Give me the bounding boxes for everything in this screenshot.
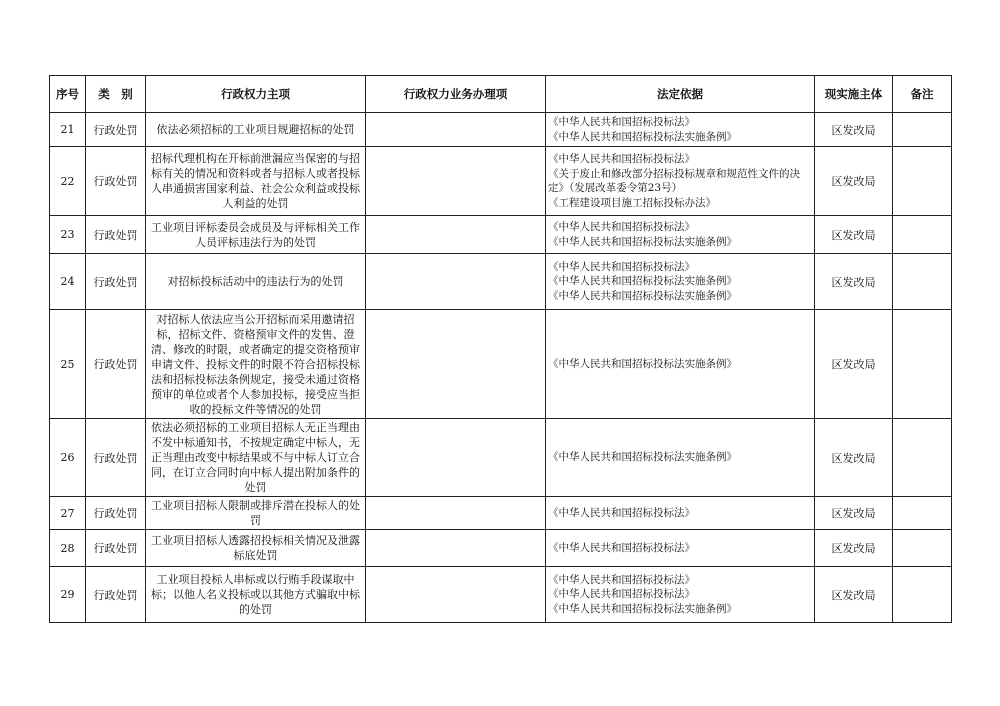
cell-subject: 区发改局	[815, 113, 893, 147]
cell-business	[366, 497, 546, 530]
basis-line: 《中华人民共和国招标投标法实施条例》	[548, 235, 737, 248]
cell-category: 行政处罚	[86, 310, 146, 419]
cell-business	[366, 113, 546, 147]
basis-line: 《中华人民共和国招标投标法》	[548, 221, 695, 233]
basis-line: 《中华人民共和国招标投标法》	[548, 506, 695, 519]
cell-subject: 区发改局	[815, 147, 893, 216]
cell-business	[366, 147, 546, 216]
basis-line: 《中华人民共和国招标投标法实施条例》	[548, 130, 737, 143]
table-row	[50, 113, 952, 147]
cell-category: 行政处罚	[86, 497, 146, 530]
cell-remark	[893, 419, 952, 497]
cell-business	[366, 419, 546, 497]
cell-no: 22	[50, 147, 86, 216]
cell-item: 工业项目评标委员会成员及与评标相关工作人员评标违法行为的处罚	[146, 216, 366, 254]
cell-item: 对招标投标活动中的违法行为的处罚	[146, 254, 366, 310]
basis-line: 《中华人民共和国招标投标法》	[548, 573, 695, 586]
cell-business	[366, 254, 546, 310]
header-category: 类 别	[86, 76, 146, 113]
cell-item: 对招标人依法应当公开招标而采用邀请招标，招标文件、资格预审文件的发售、澄清、修改的时限，或者确定的提交资格预审申请文件、投标文件的时限不符合招标投标法和招标投标法条例规定，接受未通过资格预审的单位或者个人参加投标，接受应当拒收的投标文件等情况的处罚	[146, 310, 366, 419]
cell-subject: 区发改局	[815, 254, 893, 310]
basis-line: 《中华人民共和国招标投标法》	[548, 588, 695, 601]
table-row	[50, 419, 952, 497]
table-row	[50, 567, 952, 623]
cell-basis	[546, 310, 815, 419]
power-list-table	[49, 75, 952, 623]
basis-line: 《中华人民共和国招标投标法》	[548, 153, 695, 165]
cell-remark	[893, 567, 952, 623]
table-row	[50, 147, 952, 216]
table-row	[50, 310, 952, 419]
cell-item: 工业项目投标人串标或以行贿手段谋取中标；以他人名义投标或以其他方式骗取中标的处罚	[146, 567, 366, 623]
header-subject: 现实施主体	[815, 76, 893, 113]
cell-no: 23	[50, 216, 86, 254]
basis-line: 《工程建设项目施工招标投标办法》	[548, 196, 716, 209]
header-basis: 法定依据	[546, 76, 815, 113]
cell-no: 27	[50, 497, 86, 530]
basis-line: 《中华人民共和国招标投标法实施条例》	[548, 275, 737, 288]
cell-category: 行政处罚	[86, 567, 146, 623]
basis-line: 《中华人民共和国招标投标法》	[548, 260, 695, 273]
header-no: 序号	[50, 76, 86, 113]
basis-line: 《中华人民共和国招标投标法》	[548, 116, 695, 128]
cell-category: 行政处罚	[86, 216, 146, 254]
header-remark: 备注	[893, 76, 952, 113]
cell-basis	[546, 419, 815, 497]
basis-line: 《中华人民共和国招标投标法实施条例》	[548, 451, 737, 464]
cell-item: 招标代理机构在开标前泄漏应当保密的与招标有关的情况和资料或者与招标人或者投标人串通损害国家利益、社会公众利益或投标人利益的处罚	[146, 147, 366, 216]
cell-basis	[546, 216, 815, 254]
cell-subject: 区发改局	[815, 530, 893, 567]
cell-no: 26	[50, 419, 86, 497]
cell-remark	[893, 310, 952, 419]
cell-category: 行政处罚	[86, 113, 146, 147]
table-row	[50, 216, 952, 254]
cell-no: 25	[50, 310, 86, 419]
basis-line: 《中华人民共和国招标投标法实施条例》	[548, 602, 737, 615]
cell-subject: 区发改局	[815, 216, 893, 254]
header-item: 行政权力主项	[146, 76, 366, 113]
cell-item: 依法必须招标的工业项目招标人无正当理由不发中标通知书，不按规定确定中标人，无正当理由改变中标结果或不与中标人订立合同，在订立合同时向中标人提出附加条件的处罚	[146, 419, 366, 497]
basis-line: 《关于废止和修改部分招标投标规章和规范性文件的决定》（发展改革委令第23号）	[548, 167, 800, 194]
cell-subject: 区发改局	[815, 419, 893, 497]
table-header-row	[50, 76, 952, 113]
cell-business	[366, 216, 546, 254]
cell-item: 工业项目招标人限制或排斥潜在投标人的处罚	[146, 497, 366, 530]
cell-category: 行政处罚	[86, 147, 146, 216]
cell-no: 28	[50, 530, 86, 567]
cell-basis	[546, 497, 815, 530]
basis-line: 《中华人民共和国招标投标法实施条例》	[548, 289, 737, 302]
cell-remark	[893, 530, 952, 567]
cell-item: 依法必须招标的工业项目规避招标的处罚	[146, 113, 366, 147]
cell-category: 行政处罚	[86, 419, 146, 497]
cell-remark	[893, 216, 952, 254]
cell-subject: 区发改局	[815, 310, 893, 419]
cell-basis	[546, 254, 815, 310]
cell-remark	[893, 254, 952, 310]
cell-basis	[546, 530, 815, 567]
cell-no: 21	[50, 113, 86, 147]
cell-basis	[546, 567, 815, 623]
cell-item: 工业项目招标人透露招投标相关情况及泄露标底处罚	[146, 530, 366, 567]
table-row	[50, 530, 952, 567]
cell-no: 24	[50, 254, 86, 310]
cell-business	[366, 310, 546, 419]
basis-line: 《中华人民共和国招标投标法》	[548, 541, 695, 554]
cell-remark	[893, 497, 952, 530]
cell-category: 行政处罚	[86, 254, 146, 310]
table-row	[50, 497, 952, 530]
cell-business	[366, 530, 546, 567]
cell-remark	[893, 113, 952, 147]
cell-basis	[546, 113, 815, 147]
cell-subject: 区发改局	[815, 497, 893, 530]
cell-remark	[893, 147, 952, 216]
table-row	[50, 254, 952, 310]
cell-category: 行政处罚	[86, 530, 146, 567]
basis-line: 《中华人民共和国招标投标法实施条例》	[548, 357, 737, 370]
cell-subject: 区发改局	[815, 567, 893, 623]
header-business: 行政权力业务办理项	[366, 76, 546, 113]
cell-no: 29	[50, 567, 86, 623]
cell-basis	[546, 147, 815, 216]
cell-business	[366, 567, 546, 623]
